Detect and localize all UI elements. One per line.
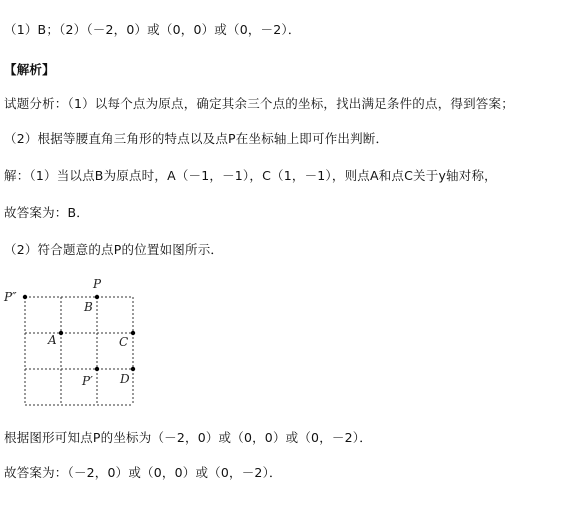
analysis-line-1: 试题分析：（1）以每个点为原点，确定其余三个点的坐标，找出满足条件的点，得到答案；: [4, 96, 514, 111]
label-c: C: [119, 335, 129, 349]
conclusion-line: 根据图形可知点P的坐标为（－2，0）或（0，0）或（0，－2）．: [4, 430, 372, 445]
answer-part-1: 故答案为：B．: [4, 205, 89, 220]
point-d: [131, 367, 135, 371]
answer-line: （1）B；（2）（－2，0）或（0，0）或（0，－2）．: [4, 22, 301, 37]
answer-part-2: 故答案为：（－2，0）或（0，0）或（0，－2）．: [4, 465, 282, 480]
label-p-prime: P′: [82, 374, 93, 388]
grid-figure: [0, 272, 150, 412]
part-2-intro: （2）符合题意的点P的位置如图所示．: [4, 242, 224, 257]
solution-line-1: 解：（1）当以点B为原点时，A（－1，－1），C（1，－1），则点A和点C关于y轴对称，: [4, 168, 497, 183]
point-p-double-prime: [23, 295, 27, 299]
section-header: 【解析】: [4, 62, 55, 77]
analysis-line-2: （2）根据等腰直角三角形的特点以及点P在坐标轴上即可作出判断．: [4, 131, 389, 146]
label-b: B: [84, 300, 93, 314]
label-p-double-prime: P″: [4, 290, 17, 304]
label-d: D: [120, 372, 130, 386]
grid-lines: [25, 297, 133, 405]
point-p: [95, 295, 99, 299]
point-p-prime: [95, 367, 99, 371]
label-a: A: [48, 333, 57, 347]
label-p: P: [93, 277, 102, 291]
point-a: [59, 331, 63, 335]
point-c: [131, 331, 135, 335]
